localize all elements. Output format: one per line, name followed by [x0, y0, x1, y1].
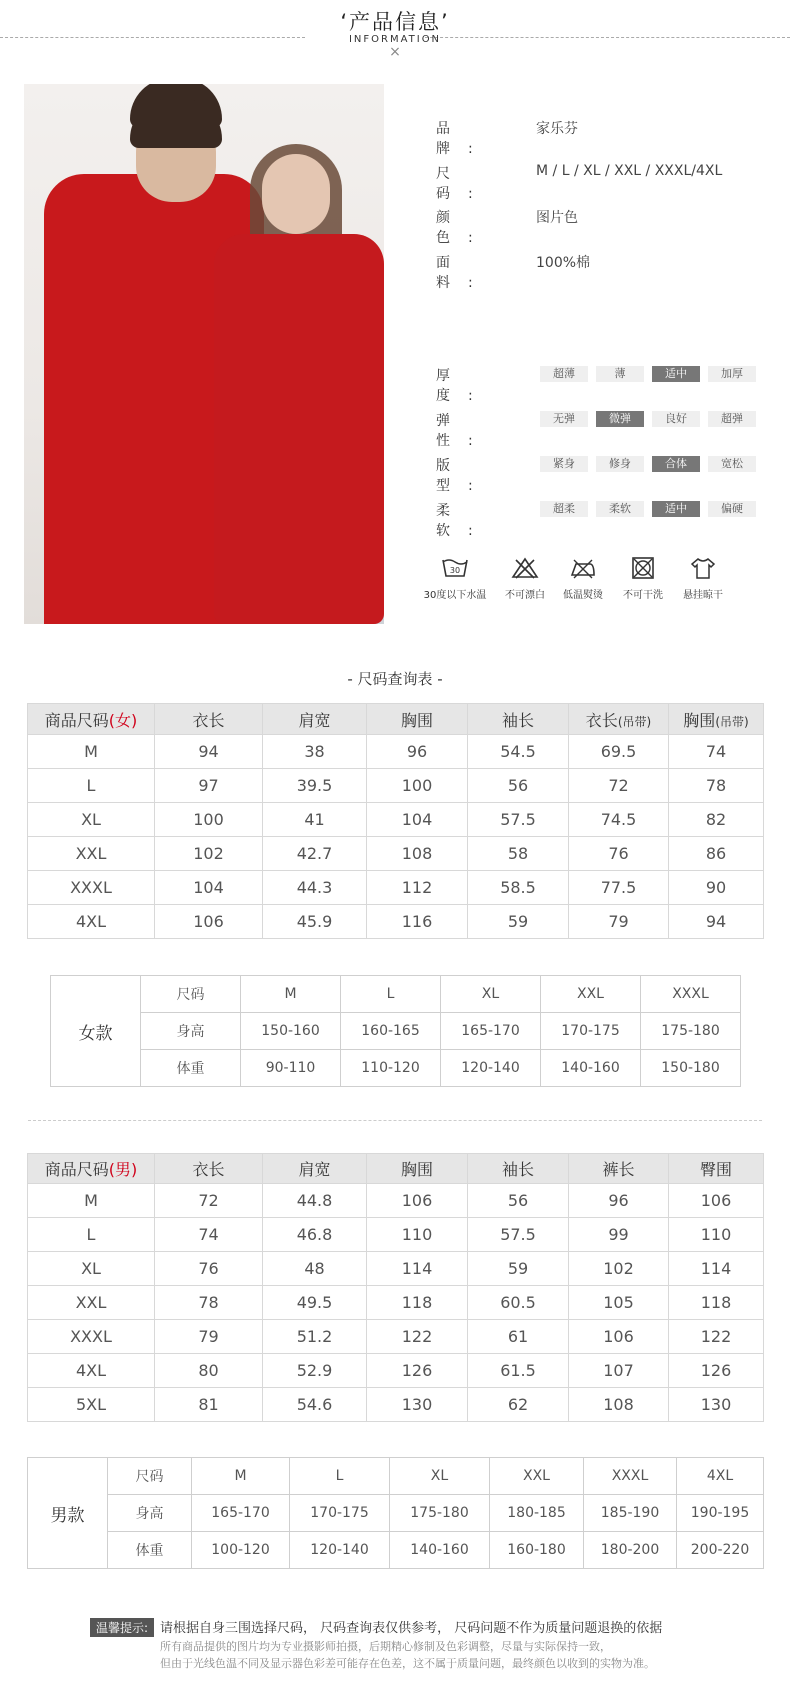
value-cell: 52.9 — [263, 1354, 367, 1388]
col-head-text: 衣长 — [192, 710, 225, 730]
value-cell: 107 — [569, 1354, 669, 1388]
size-cell: 4XL — [28, 1354, 155, 1388]
value-cell: 51.2 — [263, 1320, 367, 1354]
value-cell: 58.5 — [468, 871, 569, 905]
col-head-text: 裤长 — [602, 1160, 635, 1179]
value-cell: 126 — [367, 1354, 468, 1388]
value-cell: 112 — [367, 871, 468, 905]
value-cell: 122 — [367, 1320, 468, 1354]
col-head — [367, 704, 468, 735]
fit-row-label: 身高 — [108, 1495, 192, 1532]
table-row — [28, 1252, 764, 1286]
fit-row — [28, 1458, 764, 1495]
fit-cell: 170-175 — [290, 1495, 390, 1532]
table-row — [28, 1184, 764, 1218]
fit-cell: 175-180 — [390, 1495, 490, 1532]
size-cell: XL — [28, 1252, 155, 1286]
info-label: 颜色: — [436, 210, 491, 246]
col-head-text: 胸围 — [683, 710, 716, 730]
info-value: 图片色 — [536, 210, 578, 226]
value-cell: 122 — [669, 1320, 764, 1354]
value-cell: 100 — [155, 803, 263, 837]
fit-cell: 165-170 — [441, 1013, 541, 1050]
col-head — [669, 1154, 764, 1184]
fit-cell: XXXL — [584, 1458, 677, 1495]
col-head-text: 袖长 — [501, 710, 534, 730]
value-cell: 61 — [468, 1320, 569, 1354]
value-cell: 54.5 — [468, 735, 569, 769]
value-cell: 56 — [468, 769, 569, 803]
value-cell: 96 — [569, 1184, 669, 1218]
svg-text:30: 30 — [449, 566, 461, 575]
value-cell: 94 — [669, 905, 764, 939]
section-divider — [28, 1120, 762, 1121]
women-head-size — [28, 704, 155, 735]
fit-cell: 190-195 — [677, 1495, 764, 1532]
wash-30-icon — [440, 556, 470, 580]
col-head-text: 肩宽 — [298, 1160, 331, 1179]
value-cell: 81 — [155, 1388, 263, 1422]
page-title: ‘产品信息’ — [340, 10, 450, 34]
value-cell: 114 — [367, 1252, 468, 1286]
fit-gender-label: 女款 — [51, 976, 141, 1087]
no-dryclean-icon — [628, 556, 658, 580]
value-cell: 58 — [468, 837, 569, 871]
value-cell: 104 — [367, 803, 468, 837]
fit-cell: M — [241, 976, 341, 1013]
fit-cell: L — [341, 976, 441, 1013]
col-head — [468, 704, 569, 735]
gender-tag: (男) — [108, 1160, 138, 1179]
value-cell: 59 — [468, 905, 569, 939]
fit-cell: L — [290, 1458, 390, 1495]
value-cell: 110 — [367, 1218, 468, 1252]
value-cell: 44.8 — [263, 1184, 367, 1218]
value-cell: 118 — [669, 1286, 764, 1320]
value-cell: 46.8 — [263, 1218, 367, 1252]
table-row — [28, 769, 764, 803]
col-head-text: 胸围 — [400, 1160, 433, 1179]
value-cell: 39.5 — [263, 769, 367, 803]
info-label: 面料: — [436, 255, 491, 291]
value-cell: 106 — [155, 905, 263, 939]
value-cell: 130 — [669, 1388, 764, 1422]
col-head-text: 袖长 — [501, 1160, 534, 1179]
woman-robe-shape — [214, 234, 384, 624]
value-cell: 59 — [468, 1252, 569, 1286]
attr-option: 紧身 — [540, 456, 588, 472]
value-cell: 114 — [669, 1252, 764, 1286]
col-head-text: 胸围 — [400, 710, 433, 730]
col-head-text: 衣长 — [192, 1160, 225, 1179]
table-row — [28, 1354, 764, 1388]
fit-row — [28, 1495, 764, 1532]
care-label: 不可干洗 — [623, 590, 663, 601]
fit-row-label: 身高 — [141, 1013, 241, 1050]
size-cell: XXXL — [28, 1320, 155, 1354]
head-text: 商品尺码 — [44, 1160, 109, 1179]
head-text: 商品尺码 — [44, 710, 109, 730]
attr-option: 宽松 — [708, 456, 756, 472]
woman-head-shape — [262, 154, 330, 234]
col-head — [263, 1154, 367, 1184]
fit-row — [51, 1013, 741, 1050]
tip-badge: 温馨提示: — [90, 1618, 154, 1637]
info-value: 100%棉 — [536, 255, 591, 271]
attr-row — [436, 455, 766, 494]
value-cell: 74 — [155, 1218, 263, 1252]
value-cell: 72 — [155, 1184, 263, 1218]
col-head-text: 肩宽 — [298, 710, 331, 730]
low-iron-icon — [568, 556, 598, 580]
fit-cell: 120-140 — [290, 1532, 390, 1569]
fit-cell: 100-120 — [192, 1532, 290, 1569]
fit-cell: 160-180 — [490, 1532, 584, 1569]
value-cell: 48 — [263, 1252, 367, 1286]
fit-cell: XXL — [490, 1458, 584, 1495]
col-head — [367, 1154, 468, 1184]
attr-option: 超弹 — [708, 411, 756, 427]
hang-dry-icon — [688, 556, 718, 580]
table-row — [28, 1218, 764, 1252]
attr-label: 柔软: — [436, 503, 491, 539]
women-size-table — [27, 703, 764, 939]
value-cell: 90 — [669, 871, 764, 905]
attr-option: 适中 — [652, 501, 700, 517]
care-hang-dry — [668, 556, 738, 601]
col-head-text: 衣长 — [585, 710, 618, 730]
table-row — [28, 1286, 764, 1320]
size-cell: XXL — [28, 837, 155, 871]
care-label: 不可漂白 — [505, 590, 545, 601]
fit-cell: 150-180 — [641, 1050, 741, 1087]
fit-row — [51, 976, 741, 1013]
value-cell: 118 — [367, 1286, 468, 1320]
tip-main-text: 请根据自身三围选择尺码， 尺码查询表仅供参考， 尺码问题不作为质量问题退换的依据 — [160, 1621, 663, 1636]
col-head-text: 臀围 — [699, 1160, 732, 1179]
col-head — [263, 704, 367, 735]
size-cell: XL — [28, 803, 155, 837]
value-cell: 106 — [669, 1184, 764, 1218]
col-head — [155, 704, 263, 735]
value-cell: 38 — [263, 735, 367, 769]
fit-cell: 200-220 — [677, 1532, 764, 1569]
value-cell: 69.5 — [569, 735, 669, 769]
fit-cell: 120-140 — [441, 1050, 541, 1087]
attr-option: 适中 — [652, 366, 700, 382]
attr-row — [436, 500, 766, 539]
men-head-size — [28, 1154, 155, 1184]
value-cell: 49.5 — [263, 1286, 367, 1320]
value-cell: 99 — [569, 1218, 669, 1252]
value-cell: 126 — [669, 1354, 764, 1388]
value-cell: 54.6 — [263, 1388, 367, 1422]
info-label: 品牌: — [436, 121, 491, 157]
value-cell: 79 — [155, 1320, 263, 1354]
care-label: 30度以下水温 — [423, 590, 487, 601]
table-row — [28, 837, 764, 871]
value-cell: 74 — [669, 735, 764, 769]
attr-option: 合体 — [652, 456, 700, 472]
table-row — [28, 735, 764, 769]
value-cell: 80 — [155, 1354, 263, 1388]
fit-row-label: 尺码 — [108, 1458, 192, 1495]
value-cell: 102 — [155, 837, 263, 871]
value-cell: 41 — [263, 803, 367, 837]
fit-cell: 110-120 — [341, 1050, 441, 1087]
care-label: 悬挂晾干 — [683, 590, 723, 601]
value-cell: 42.7 — [263, 837, 367, 871]
value-cell: 78 — [155, 1286, 263, 1320]
fit-cell: XL — [390, 1458, 490, 1495]
value-cell: 57.5 — [468, 1218, 569, 1252]
attr-row — [436, 410, 766, 449]
value-cell: 76 — [155, 1252, 263, 1286]
table-row — [28, 871, 764, 905]
value-cell: 106 — [569, 1320, 669, 1354]
value-cell: 104 — [155, 871, 263, 905]
value-cell: 74.5 — [569, 803, 669, 837]
fit-cell: 180-200 — [584, 1532, 677, 1569]
men-fit-table — [27, 1457, 764, 1569]
value-cell: 94 — [155, 735, 263, 769]
size-cell: 4XL — [28, 905, 155, 939]
fit-cell: 180-185 — [490, 1495, 584, 1532]
value-cell: 62 — [468, 1388, 569, 1422]
attr-option: 超薄 — [540, 366, 588, 382]
value-cell: 57.5 — [468, 803, 569, 837]
value-cell: 105 — [569, 1286, 669, 1320]
value-cell: 100 — [367, 769, 468, 803]
attr-option: 无弹 — [540, 411, 588, 427]
table-row — [28, 905, 764, 939]
fit-cell: 140-160 — [541, 1050, 641, 1087]
table-row — [28, 803, 764, 837]
info-row-size — [436, 163, 723, 203]
size-cell: L — [28, 769, 155, 803]
fit-gender-label: 男款 — [28, 1458, 108, 1569]
value-cell: 44.3 — [263, 871, 367, 905]
size-cell: L — [28, 1218, 155, 1252]
value-cell: 56 — [468, 1184, 569, 1218]
table-row — [28, 1320, 764, 1354]
col-note: (吊带) — [715, 714, 749, 729]
col-head — [569, 704, 669, 735]
col-note: (吊带) — [617, 714, 652, 729]
fit-cell: XXXL — [641, 976, 741, 1013]
value-cell: 82 — [669, 803, 764, 837]
fit-cell: 90-110 — [241, 1050, 341, 1087]
col-head — [669, 704, 764, 735]
value-cell: 130 — [367, 1388, 468, 1422]
page-subtitle: INFORMATION — [348, 34, 442, 45]
attr-label: 版型: — [436, 458, 491, 494]
size-cell: M — [28, 1184, 155, 1218]
value-cell: 96 — [367, 735, 468, 769]
attr-row — [436, 365, 766, 404]
size-cell: XXL — [28, 1286, 155, 1320]
value-cell: 97 — [155, 769, 263, 803]
value-cell: 116 — [367, 905, 468, 939]
fit-cell: 160-165 — [341, 1013, 441, 1050]
table-row — [28, 1388, 764, 1422]
info-value: 家乐芬 — [536, 121, 578, 137]
value-cell: 72 — [569, 769, 669, 803]
value-cell: 78 — [669, 769, 764, 803]
value-cell: 106 — [367, 1184, 468, 1218]
gender-tag: (女) — [108, 710, 138, 730]
product-photo — [24, 84, 384, 624]
info-row-fabric — [436, 252, 591, 292]
info-label: 尺码: — [436, 166, 491, 202]
fit-row — [28, 1532, 764, 1569]
value-cell: 45.9 — [263, 905, 367, 939]
value-cell: 102 — [569, 1252, 669, 1286]
attr-option: 微弹 — [596, 411, 644, 427]
care-wash-30 — [420, 556, 490, 601]
attr-option: 加厚 — [708, 366, 756, 382]
tip-line-2: 但由于光线色温不同及显示器色彩差可能存在色差，这不属于质量问题，最终颜色以收到的实物为准。 — [160, 1657, 655, 1670]
attr-option: 良好 — [652, 411, 700, 427]
fit-row — [51, 1050, 741, 1087]
value-cell: 110 — [669, 1218, 764, 1252]
fit-cell: 170-175 — [541, 1013, 641, 1050]
attr-label: 厚度: — [436, 368, 491, 404]
info-value: M / L / XL / XXL / XXXL/4XL — [536, 163, 723, 179]
close-icon: × — [389, 44, 401, 60]
value-cell: 108 — [367, 837, 468, 871]
tip-line-1: 所有商品提供的图片均为专业摄影师拍摄，后期精心修制及色彩调整，尽量与实际保持一致， — [160, 1640, 611, 1653]
info-row-color — [436, 207, 578, 247]
fit-cell: 185-190 — [584, 1495, 677, 1532]
fit-cell: 165-170 — [192, 1495, 290, 1532]
value-cell: 61.5 — [468, 1354, 569, 1388]
fit-row-label: 体重 — [108, 1532, 192, 1569]
fit-cell: XL — [441, 976, 541, 1013]
fit-cell: XXL — [541, 976, 641, 1013]
info-row-brand — [436, 118, 578, 158]
value-cell: 108 — [569, 1388, 669, 1422]
col-head — [155, 1154, 263, 1184]
size-cell: 5XL — [28, 1388, 155, 1422]
attr-option: 偏硬 — [708, 501, 756, 517]
women-fit-table — [50, 975, 741, 1087]
attr-option: 修身 — [596, 456, 644, 472]
attr-option: 柔软 — [596, 501, 644, 517]
value-cell: 76 — [569, 837, 669, 871]
attr-option: 薄 — [596, 366, 644, 382]
fit-cell: 175-180 — [641, 1013, 741, 1050]
size-cell: XXXL — [28, 871, 155, 905]
value-cell: 86 — [669, 837, 764, 871]
size-chart-title: - 尺码查询表 - — [347, 670, 443, 688]
value-cell: 77.5 — [569, 871, 669, 905]
value-cell: 79 — [569, 905, 669, 939]
care-label: 低温熨烫 — [563, 590, 603, 601]
fit-row-label: 尺码 — [141, 976, 241, 1013]
fit-cell: 150-160 — [241, 1013, 341, 1050]
value-cell: 60.5 — [468, 1286, 569, 1320]
fit-cell: 140-160 — [390, 1532, 490, 1569]
fit-cell: M — [192, 1458, 290, 1495]
attr-label: 弹性: — [436, 413, 491, 449]
attr-option: 超柔 — [540, 501, 588, 517]
col-head — [468, 1154, 569, 1184]
fit-cell: 4XL — [677, 1458, 764, 1495]
size-cell: M — [28, 735, 155, 769]
no-bleach-icon — [510, 556, 540, 580]
men-size-table — [27, 1153, 764, 1422]
fit-row-label: 体重 — [141, 1050, 241, 1087]
col-head — [569, 1154, 669, 1184]
